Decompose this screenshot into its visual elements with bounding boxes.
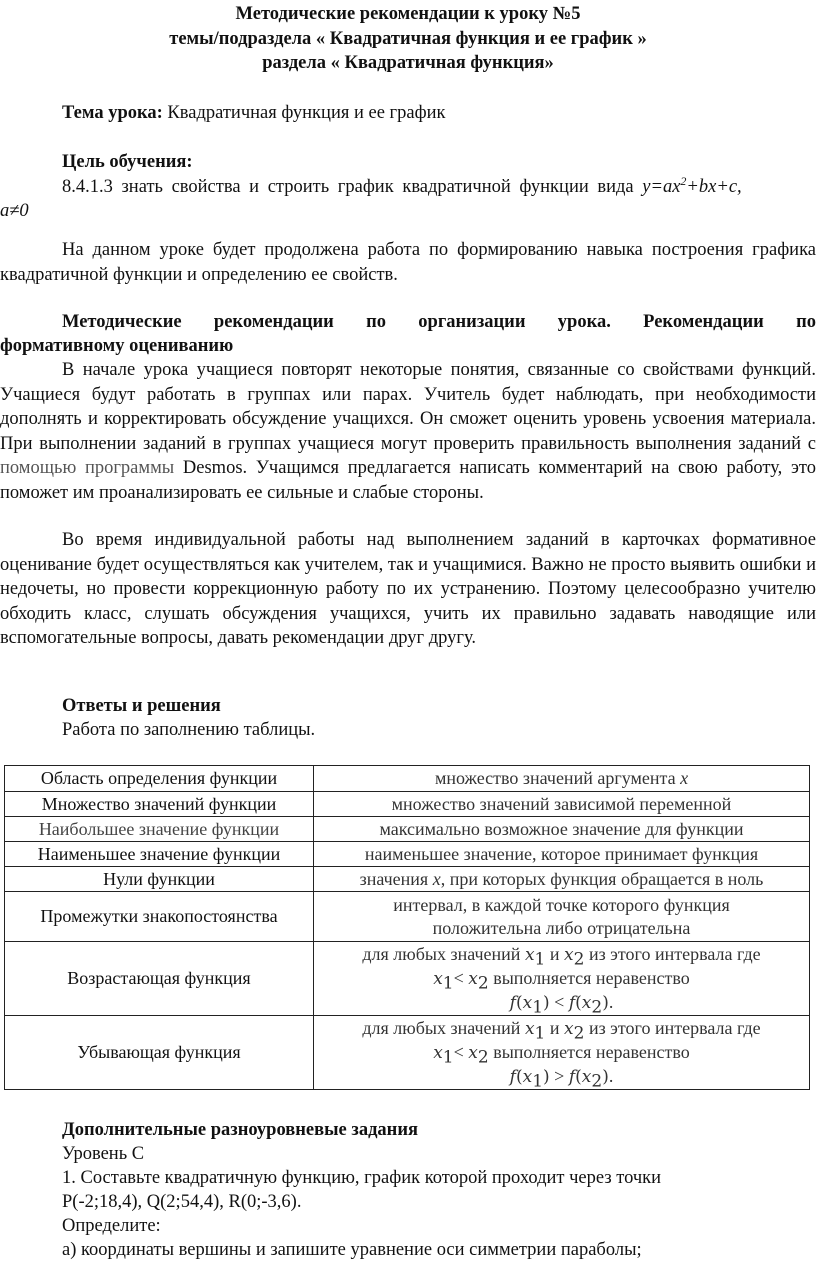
topic-label: Тема урока: (62, 103, 163, 123)
function-properties-table (4, 765, 810, 1090)
term-cell: Множество значений функции (5, 792, 314, 817)
definition-cell: значения x, при которых функция обращается в ноль (314, 867, 810, 892)
definition-cell: максимально возможное значение для функции (314, 817, 810, 842)
desmos-mention: помощью программы (0, 458, 175, 478)
term-cell: Наибольшее значение функции (5, 817, 314, 842)
determine-label: Определите: (62, 1216, 161, 1236)
task1-line2: P(-2;18,4), Q(2;54,4), R(0;-3,6). (62, 1192, 302, 1212)
table-row (5, 942, 810, 1016)
definition-cell: множество значений зависимой переменной (314, 792, 810, 817)
term-cell: Нули функции (5, 867, 314, 892)
goal-label: Цель обучения: (62, 152, 193, 172)
definition-cell: для любых значений $x_1$ и $x_2$ из этого интервала где $x_1< x_2$ выполняется неравенство $f(x_1) > f(x_2)$. (314, 1016, 810, 1090)
goal-condition: a≠0 (0, 201, 29, 221)
table-row (5, 1016, 810, 1090)
definition-cell: для любых значений $x_1$ и $x_2$ из этого интервала где $x_1< x_2$ выполняется неравенство $f(x_1) < f(x_2)$. (314, 942, 810, 1016)
methods-heading-line1: Методические рекомендации по организации урока. Рекомендации по (62, 312, 816, 332)
term-cell: Промежутки знакопостоянства (5, 892, 314, 942)
table-row (5, 842, 810, 867)
term-cell: Убывающая функция (5, 1016, 314, 1090)
methods-heading-line2: формативному оцениванию (0, 336, 234, 356)
extra-level: Уровень С (62, 1144, 145, 1164)
extra-heading: Дополнительные разноуровневые задания (62, 1120, 418, 1140)
title-line-1: Методические рекомендации к уроку №5 (235, 4, 581, 24)
goal-formula: $y=ax^2+bx+c$, (642, 173, 742, 197)
term-cell: Область определения функции (5, 766, 314, 792)
task-item-a: а) координаты вершины и запишите уравнение оси симметрии параболы; (62, 1240, 642, 1260)
definition-cell: интервал, в каждой точке которого функция положительна либо отрицательна (314, 892, 810, 942)
task1-line1: 1. Составьте квадратичную функцию, график которой проходит через точки (62, 1168, 662, 1188)
table-row (5, 892, 810, 942)
term-cell: Наименьшее значение функции (5, 842, 314, 867)
definition-cell: множество значений аргумента x (314, 766, 810, 792)
goal-heading (0, 150, 816, 175)
document-title (0, 2, 816, 76)
goal-code-text: 8.4.1.3 знать свойства и строить график квадратичной функции вида (62, 177, 643, 197)
table-row (5, 792, 810, 817)
methods-paragraph-2: Во время индивидуальной работы над выполнением заданий в карточках формативное оценивание будет осуществляться как учителем, так и учащимися. Важно не просто выявить ошибки и недочеты, но провести коррекционную работу по их устранению. Поэтому целесообразно учителю обходить класс, слушать обсуждения учащихся, учить их правильно задавать наводящие или вспомогательные вопросы, давать рекомендации друг другу. (0, 530, 816, 648)
table-row (5, 817, 810, 842)
answers-subheading: Работа по заполнению таблицы. (62, 720, 316, 740)
definition-cell: наименьшее значение, которое принимает функция (314, 842, 810, 867)
goal-text (0, 175, 816, 200)
methods-paragraph-1: В начале урока учащиеся повторят некоторые понятия, связанные со свойствами функций. Учащиеся будут работать в группах или парах. Учитель будет наблюдать, при необходимости дополнять и корректировать обсуждение учащихся. Он сможет оценить уровень усвоения материала. При выполнении заданий в группах учащиеся могут проверить правильность выполнения заданий с помощью программы Desmos. Учащимся предлагается написать комментарий на свою работу, это поможет им проанализировать ее сильные и слабые стороны. (0, 360, 816, 503)
table-row (5, 766, 810, 792)
answers-heading: Ответы и решения (62, 696, 221, 716)
title-line-2: темы/подраздела « Квадратичная функция и ее график » (169, 28, 647, 49)
term-cell: Возрастающая функция (5, 942, 314, 1016)
intro-paragraph: На данном уроке будет продолжена работа по формированию навыка построения графика квадратичной функции и определению ее свойств. (0, 240, 816, 285)
table-row (5, 867, 810, 892)
topic-line (0, 101, 816, 126)
title-line-3: раздела « Квадратичная функция» (262, 53, 554, 73)
topic-value: Квадратичная функция и ее график (162, 103, 446, 123)
